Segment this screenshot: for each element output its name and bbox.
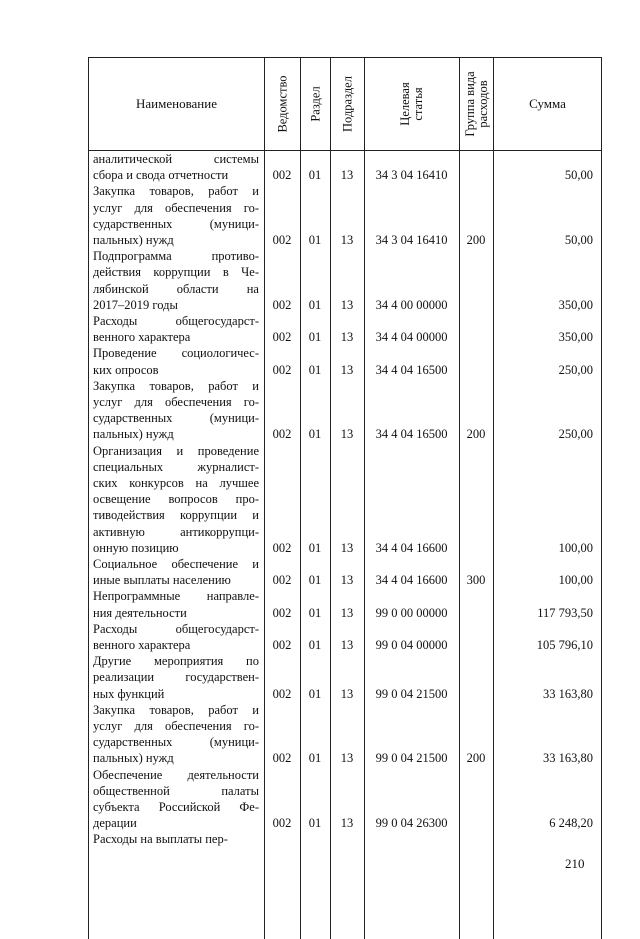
cell-section: 01 <box>308 605 322 620</box>
row-name <box>93 345 259 377</box>
header-target <box>399 82 425 125</box>
row-name-line: услуг для обеспечения го- <box>93 200 259 215</box>
cell-subsection: 13 <box>340 816 354 831</box>
cell-target: 34 4 04 16500 <box>375 427 448 442</box>
cell-target: 34 4 00 00000 <box>375 297 448 312</box>
cell-section: 01 <box>308 686 322 701</box>
cell-subsection: 13 <box>340 637 354 652</box>
cell-sum: 117 793,50 <box>537 605 593 620</box>
row-name-line: Организация и проведение <box>93 443 259 458</box>
cell-section: 01 <box>308 816 322 831</box>
row-name-line: специальных журналист- <box>93 459 259 474</box>
row-name <box>93 831 259 847</box>
header-section: Раздел <box>308 86 322 122</box>
row-name-line: освещение вопросов про- <box>93 492 259 507</box>
cell-subsection: 13 <box>340 427 354 442</box>
cell-subsection: 13 <box>340 330 354 345</box>
table-row <box>89 767 601 832</box>
cell-sum: 50,00 <box>564 232 593 247</box>
cell-target: 99 0 04 00000 <box>375 637 448 652</box>
cell-dept: 002 <box>272 232 292 247</box>
table-row <box>89 443 601 556</box>
cell-target: 99 0 04 26300 <box>375 816 448 831</box>
table-row <box>89 653 601 702</box>
row-name-line: пальных) нужд <box>93 751 174 766</box>
row-name-line: сударственных (муници- <box>93 216 259 231</box>
row-name-line: ных функций <box>93 686 165 701</box>
header-subsection: Подраздел <box>340 76 354 132</box>
header-dept: Ведомство <box>275 75 289 133</box>
row-name-line: ния деятельности <box>93 605 187 620</box>
cell-subsection: 13 <box>340 605 354 620</box>
cell-sum: 33 163,80 <box>543 686 593 701</box>
table-row <box>89 313 601 345</box>
cell-sum: 50,00 <box>564 168 593 183</box>
row-name <box>93 588 259 620</box>
row-name-line: венного характера <box>93 330 191 345</box>
cell-dept: 002 <box>272 605 292 620</box>
table-row <box>89 378 601 443</box>
row-name-line: общественной палаты <box>93 783 259 798</box>
row-name-line: Расходы общегосударст- <box>93 314 259 328</box>
row-name-line: Обеспечение деятельности <box>93 767 259 782</box>
row-name-line: сударственных (муници- <box>93 411 259 426</box>
cell-sum: 6 248,20 <box>549 816 593 831</box>
row-name-line: сударственных (муници- <box>93 735 259 750</box>
header-section-cell <box>300 58 330 150</box>
cell-target: 99 0 04 21500 <box>375 686 448 701</box>
table-row <box>89 248 601 313</box>
cell-section: 01 <box>308 573 322 588</box>
row-name-line: услуг для обеспечения го- <box>93 394 259 409</box>
cell-dept: 002 <box>272 751 292 766</box>
row-name <box>93 767 259 832</box>
row-name-line: Социальное обеспечение и <box>93 557 259 571</box>
cell-sum: 250,00 <box>558 427 593 442</box>
cell-section: 01 <box>308 168 322 183</box>
cell-section: 01 <box>308 362 322 377</box>
cell-dept: 002 <box>272 686 292 701</box>
cell-subsection: 13 <box>340 297 354 312</box>
row-name-line: ких опросов <box>93 362 159 377</box>
cell-sum: 33 163,80 <box>543 751 593 766</box>
table-row <box>89 151 601 183</box>
table-row <box>89 702 601 767</box>
page-number: 210 <box>565 856 585 871</box>
cell-subsection: 13 <box>340 686 354 701</box>
cell-group: 200 <box>466 427 486 442</box>
cell-subsection: 13 <box>340 573 354 588</box>
cell-subsection: 13 <box>340 751 354 766</box>
row-name-line: Проведение социологичес- <box>93 346 259 361</box>
table-row <box>89 621 601 653</box>
row-name-line: пальных) нужд <box>93 427 174 442</box>
table-row <box>89 183 601 248</box>
row-name <box>93 151 259 183</box>
cell-dept: 002 <box>272 362 292 377</box>
cell-sum: 100,00 <box>558 573 593 588</box>
row-name-line: венного характера <box>93 637 191 652</box>
row-name <box>93 313 259 345</box>
header-sum: Сумма <box>529 96 566 111</box>
table-row <box>89 588 601 620</box>
cell-dept: 002 <box>272 297 292 312</box>
header-group-line1: Группа вида <box>462 71 477 137</box>
header-subsection-cell <box>330 58 364 150</box>
cell-dept: 002 <box>272 540 292 555</box>
header-target-cell <box>364 58 459 150</box>
row-name <box>93 621 259 653</box>
cell-target: 34 4 04 00000 <box>375 330 448 345</box>
row-name-line: тиводействия коррупции и <box>93 508 259 523</box>
row-name-line: Закупка товаров, работ и <box>93 702 259 717</box>
row-name-line: Подпрограмма противо- <box>93 249 259 264</box>
row-name <box>93 702 259 767</box>
cell-subsection: 13 <box>340 168 354 183</box>
cell-target: 34 4 04 16600 <box>375 540 448 555</box>
row-name <box>93 183 259 248</box>
header-sum-cell <box>493 58 601 150</box>
row-name-line: активную антикоррупци- <box>93 524 259 539</box>
cell-target: 34 4 04 16600 <box>375 573 448 588</box>
cell-target: 99 0 04 21500 <box>375 751 448 766</box>
row-name-line: Другие мероприятия по <box>93 654 259 669</box>
cell-section: 01 <box>308 751 322 766</box>
cell-dept: 002 <box>272 573 292 588</box>
cell-group: 200 <box>466 751 486 766</box>
row-name <box>93 248 259 313</box>
row-name <box>93 443 259 556</box>
row-name-line: онную позицию <box>93 540 179 555</box>
header-group <box>464 71 490 136</box>
row-name-line: иные выплаты населению <box>93 573 231 588</box>
row-name-line: ских конкурсов на лучшее <box>93 475 259 490</box>
header-dept-cell <box>264 58 300 150</box>
row-name <box>93 556 259 588</box>
cell-target: 34 3 04 16410 <box>375 232 448 247</box>
cell-dept: 002 <box>272 816 292 831</box>
cell-subsection: 13 <box>340 362 354 377</box>
cell-dept: 002 <box>272 427 292 442</box>
header-group-line2: расходов <box>475 80 490 128</box>
row-name-line: сбора и свода отчетности <box>93 168 229 183</box>
budget-table <box>88 57 602 939</box>
row-name-line: реализации государствен- <box>93 670 259 685</box>
cell-sum: 350,00 <box>558 297 593 312</box>
cell-section: 01 <box>308 297 322 312</box>
row-name <box>93 653 259 702</box>
row-name-line: услуг для обеспечения го- <box>93 718 259 733</box>
header-target-line1: Целевая <box>398 82 412 126</box>
cell-subsection: 13 <box>340 232 354 247</box>
row-name-line: Закупка товаров, работ и <box>93 378 259 393</box>
cell-dept: 002 <box>272 637 292 652</box>
cell-target: 34 3 04 16410 <box>375 168 448 183</box>
table-row <box>89 831 601 847</box>
table-row <box>89 345 601 377</box>
row-name-line: 2017–2019 годы <box>93 297 178 312</box>
cell-target: 34 4 04 16500 <box>375 362 448 377</box>
cell-sum: 350,00 <box>558 330 593 345</box>
row-name-line: Расходы общегосударст- <box>93 621 259 636</box>
header-name-cell <box>89 58 264 150</box>
cell-target: 99 0 00 00000 <box>375 605 448 620</box>
cell-sum: 250,00 <box>558 362 593 377</box>
row-name-line: субъекта Российской Фе- <box>93 799 259 814</box>
header-name: Наименование <box>136 96 217 111</box>
row-name <box>93 378 259 443</box>
cell-section: 01 <box>308 637 322 652</box>
row-name-line: Расходы на выплаты пер- <box>93 832 228 847</box>
row-name-line: пальных) нужд <box>93 232 174 247</box>
row-name-line: дерации <box>93 816 137 831</box>
row-name-line: лябинской области на <box>93 281 259 296</box>
table-body <box>89 151 601 939</box>
header-target-line2: статья <box>411 87 425 121</box>
table-row <box>89 556 601 588</box>
row-name-line: Закупка товаров, работ и <box>93 184 259 199</box>
cell-section: 01 <box>308 427 322 442</box>
cell-section: 01 <box>308 232 322 247</box>
cell-sum: 105 796,10 <box>536 637 593 652</box>
table-header <box>89 57 601 151</box>
cell-section: 01 <box>308 330 322 345</box>
cell-section: 01 <box>308 540 322 555</box>
cell-group: 200 <box>466 232 486 247</box>
cell-sum: 100,00 <box>558 540 593 555</box>
cell-group: 300 <box>466 573 486 588</box>
row-name-line: Непрограммные направле- <box>93 589 259 604</box>
cell-subsection: 13 <box>340 540 354 555</box>
cell-dept: 002 <box>272 330 292 345</box>
row-name-line: аналитической системы <box>93 152 259 166</box>
cell-dept: 002 <box>272 168 292 183</box>
row-name-line: действия коррупции в Че- <box>93 265 259 280</box>
header-group-cell <box>459 58 493 150</box>
